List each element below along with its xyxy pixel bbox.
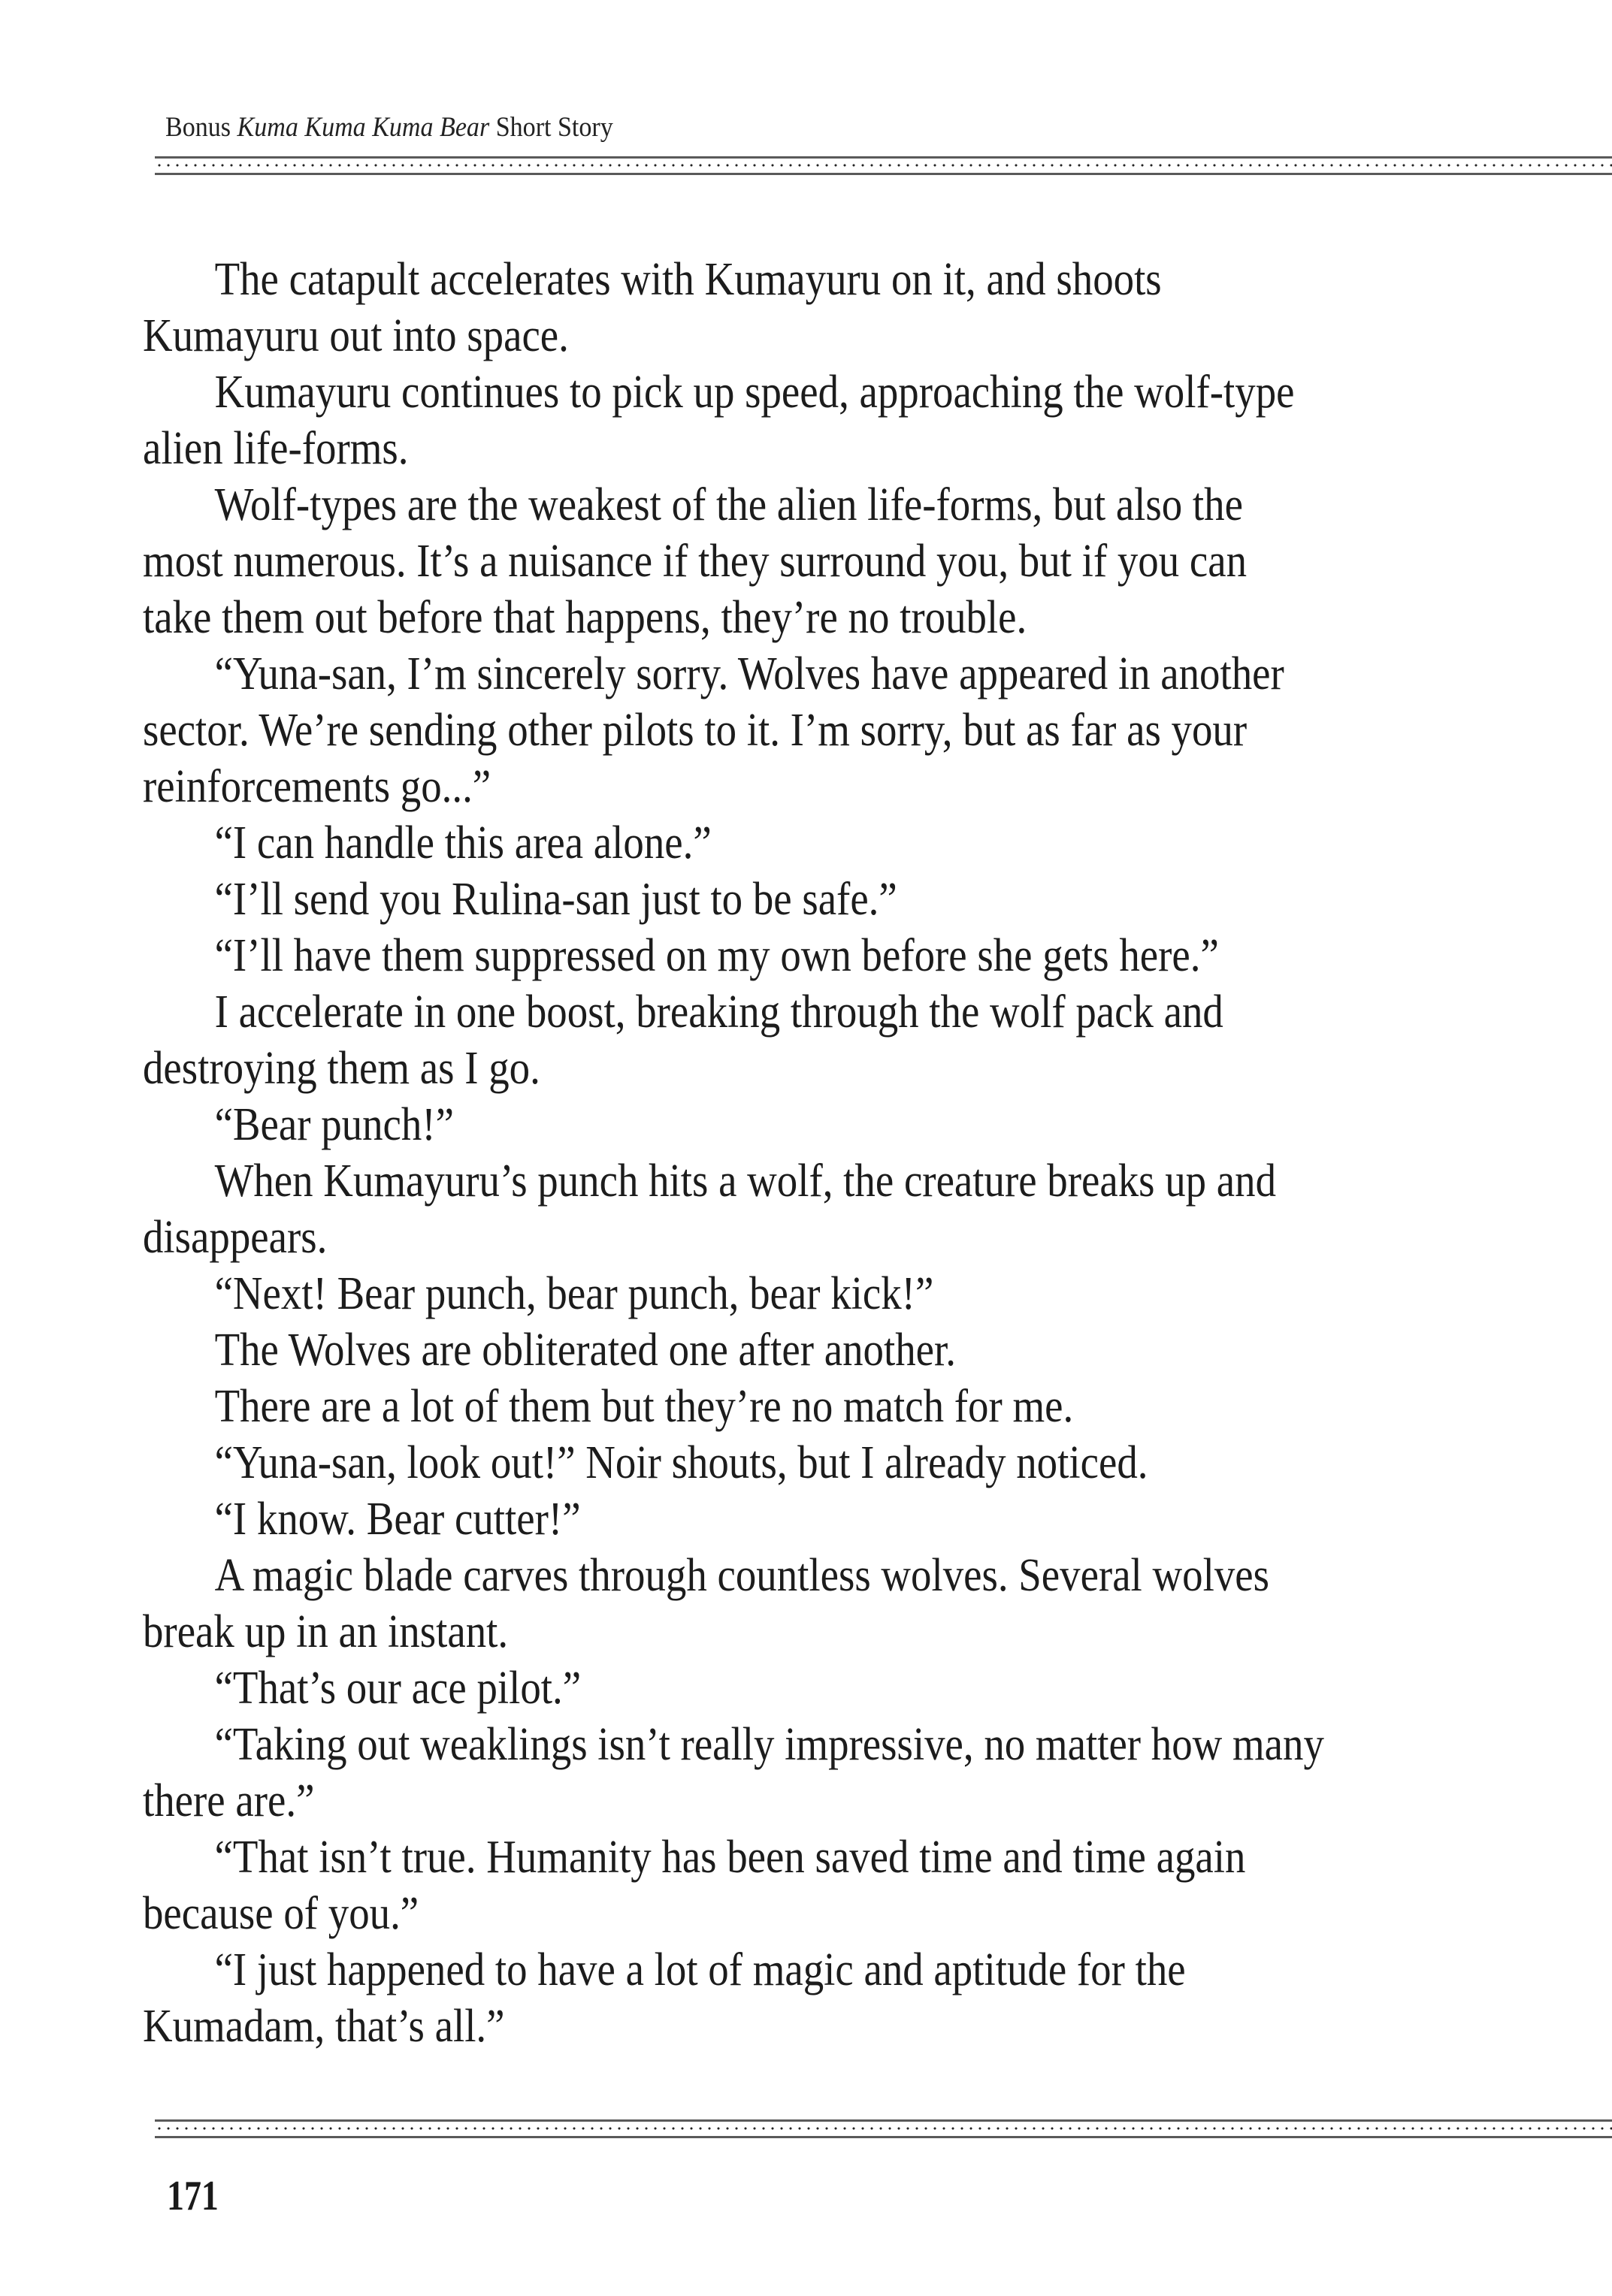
paragraph-first-line: Kumayuru continues to pick up speed, approaching the wolf-type	[214, 367, 1295, 418]
paragraph-first-line: “I’ll have them suppressed on my own before she gets here.”	[214, 930, 1219, 981]
paragraph-first-line: “I’ll send you Rulina-san just to be safe.”	[214, 874, 897, 925]
header-rule-top-line	[155, 156, 1612, 159]
paragraph-line: alien life-forms.	[143, 423, 409, 474]
paragraph-first-line: “Next! Bear punch, bear punch, bear kick!”	[214, 1268, 934, 1319]
header-rule	[155, 156, 1612, 176]
paragraph-line: Kumayuru out into space.	[143, 310, 569, 361]
paragraph-line: there are.”	[143, 1775, 315, 1826]
paragraph-first-line: The Wolves are obliterated one after another.	[214, 1325, 956, 1376]
paragraph-line: break up in an instant.	[143, 1606, 509, 1657]
page-number: 171	[167, 2173, 219, 2219]
paragraph-first-line: “I just happened to have a lot of magic and aptitude for the	[214, 1944, 1186, 1995]
paragraph-line: sector. We’re sending other pilots to it. I’m sorry, but as far as your	[143, 705, 1248, 756]
paragraph-first-line: “That’s our ace pilot.”	[214, 1663, 582, 1714]
paragraph-line: take them out before that happens, they’re no trouble.	[143, 592, 1027, 643]
header-rule-dotted-line	[155, 164, 1612, 167]
running-head-book-title: Kuma Kuma Kuma Bear	[237, 112, 490, 143]
running-head-suffix: Short Story	[489, 112, 613, 143]
paragraph-first-line: “That isn’t true. Humanity has been saved time and time again	[214, 1832, 1246, 1883]
paragraph-first-line: The catapult accelerates with Kumayuru on it, and shoots	[214, 254, 1162, 305]
paragraph-first-line: I accelerate in one boost, breaking through the wolf pack and	[214, 986, 1223, 1038]
paragraph-line: reinforcements go...”	[143, 761, 491, 812]
paragraph-first-line: Wolf-types are the weakest of the alien life-forms, but also the	[214, 479, 1243, 530]
paragraph-first-line: “I know. Bear cutter!”	[214, 1494, 581, 1545]
paragraph-first-line: A magic blade carves through countless wolves. Several wolves	[214, 1550, 1269, 1601]
paragraph-line: because of you.”	[143, 1888, 419, 1939]
paragraph-line: Kumadam, that’s all.”	[143, 2001, 505, 2052]
header-rule-bottom-line	[155, 173, 1612, 175]
paragraph-first-line: “I can handle this area alone.”	[214, 817, 712, 869]
running-head	[165, 111, 613, 144]
paragraph-line: most numerous. It’s a nuisance if they surround you, but if you can	[143, 536, 1248, 587]
footer-rule-dotted-line	[155, 2127, 1612, 2130]
running-head-prefix: Bonus	[165, 112, 237, 143]
footer-rule	[155, 2119, 1612, 2139]
paragraph-first-line: “Bear punch!”	[214, 1099, 454, 1150]
paragraph-line: disappears.	[143, 1212, 328, 1263]
paragraph-first-line: There are a lot of them but they’re no match for me.	[214, 1381, 1074, 1432]
paragraph-line: destroying them as I go.	[143, 1043, 540, 1094]
paragraph-first-line: “Yuna-san, I’m sincerely sorry. Wolves have appeared in another	[214, 648, 1284, 699]
footer-rule-top-line	[155, 2119, 1612, 2122]
paragraph-first-line: “Yuna-san, look out!” Noir shouts, but I already noticed.	[214, 1437, 1148, 1488]
paragraph-first-line: When Kumayuru’s punch hits a wolf, the creature breaks up and	[214, 1156, 1277, 1207]
paragraph-first-line: “Taking out weaklings isn’t really impressive, no matter how many	[214, 1719, 1324, 1770]
body-text	[143, 252, 1571, 2055]
footer-rule-bottom-line	[155, 2136, 1612, 2138]
